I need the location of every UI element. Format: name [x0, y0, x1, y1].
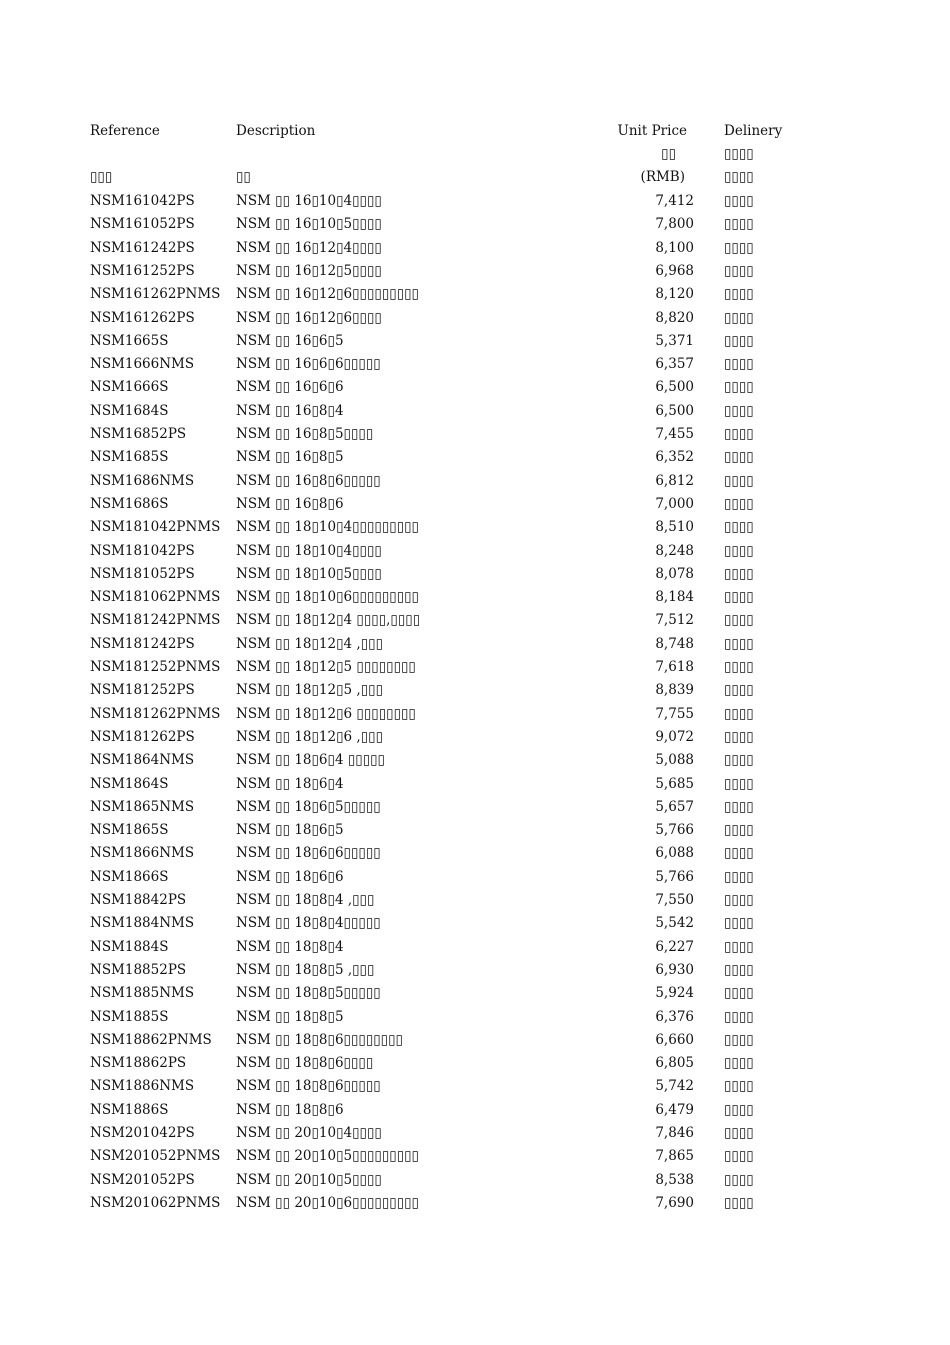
cell-reference: NSM1885S — [90, 1008, 169, 1025]
cell-unit-price: 5,685 — [655, 775, 694, 792]
table-row — [0, 330, 950, 353]
cell-description: NSM ▯▯ 18▯8▯6▯▯▯▯▯▯▯▯ — [236, 1031, 403, 1048]
cell-reference: NSM1684S — [90, 402, 169, 419]
table-row — [0, 1145, 950, 1168]
table-row — [0, 540, 950, 563]
table-row — [0, 656, 950, 679]
table-row — [0, 912, 950, 935]
cell-reference: NSM181042PS — [90, 542, 195, 559]
cell-delivery: ▯▯▯▯ — [724, 938, 754, 955]
cell-reference: NSM1686S — [90, 495, 169, 512]
table-row — [0, 283, 950, 306]
cell-description: NSM ▯▯ 18▯6▯4 — [236, 775, 344, 792]
cell-reference: NSM1666NMS — [90, 356, 195, 373]
table-row — [0, 679, 950, 702]
cell-reference: NSM16852PS — [90, 426, 187, 442]
cell-description: NSM ▯▯ 16▯8▯6▯▯▯▯▯ — [236, 472, 381, 489]
cell-reference: NSM181242PNMS — [90, 612, 221, 629]
table-row — [0, 703, 950, 726]
cell-reference: NSM181262PNMS — [90, 705, 221, 722]
cell-unit-price: 6,500 — [655, 379, 694, 396]
header-description: Description — [236, 123, 316, 139]
table-row — [0, 586, 950, 609]
header-delivery-cn-2: ▯▯▯▯ — [724, 169, 754, 185]
table-row — [0, 563, 950, 586]
cell-unit-price: 8,839 — [655, 682, 694, 699]
table-row — [0, 1192, 950, 1215]
cell-reference: NSM1864NMS — [90, 752, 195, 769]
table-row — [0, 1052, 950, 1075]
cell-unit-price: 8,538 — [655, 1171, 694, 1188]
cell-delivery: ▯▯▯▯ — [724, 309, 754, 326]
cell-description: NSM ▯▯ 18▯10▯5▯▯▯▯ — [236, 565, 382, 582]
table-row — [0, 353, 950, 376]
cell-delivery: ▯▯▯▯ — [724, 635, 754, 652]
table-row — [0, 446, 950, 469]
cell-description: NSM ▯▯ 20▯10▯5▯▯▯▯▯▯▯▯▯ — [236, 1148, 419, 1165]
cell-delivery: ▯▯▯▯ — [724, 589, 754, 606]
cell-unit-price: 8,184 — [655, 589, 694, 606]
cell-unit-price: 7,690 — [655, 1194, 694, 1211]
header-delivery: Delinery — [724, 123, 783, 139]
table-row — [0, 1169, 950, 1192]
cell-unit-price: 7,865 — [655, 1148, 694, 1165]
cell-reference: NSM161052PS — [90, 216, 195, 233]
cell-description: NSM ▯▯ 18▯6▯6 — [236, 868, 344, 885]
cell-unit-price: 5,371 — [655, 332, 694, 349]
table-row — [0, 726, 950, 749]
header-row-2 — [0, 143, 950, 166]
cell-description: NSM ▯▯ 18▯8▯6▯▯▯▯ — [236, 1055, 374, 1072]
cell-delivery: ▯▯▯▯ — [724, 379, 754, 396]
cell-reference: NSM161252PS — [90, 262, 195, 279]
cell-description: NSM ▯▯ 16▯6▯5 — [236, 332, 344, 349]
table-row — [0, 982, 950, 1005]
cell-delivery: ▯▯▯▯ — [724, 915, 754, 932]
cell-unit-price: 8,748 — [655, 635, 694, 652]
table-row — [0, 749, 950, 772]
cell-delivery: ▯▯▯▯ — [724, 845, 754, 862]
table-row — [0, 959, 950, 982]
table-row — [0, 376, 950, 399]
header-unit-price: Unit Price — [617, 123, 687, 139]
cell-delivery: ▯▯▯▯ — [724, 495, 754, 512]
cell-delivery: ▯▯▯▯ — [724, 565, 754, 582]
cell-delivery: ▯▯▯▯ — [724, 1031, 754, 1048]
cell-reference: NSM181252PS — [90, 682, 195, 699]
cell-description: NSM ▯▯ 18▯12▯5 ▯▯▯▯▯▯▯▯ — [236, 659, 416, 675]
cell-delivery: ▯▯▯▯ — [724, 868, 754, 885]
cell-description: NSM ▯▯ 18▯8▯4 ,▯▯▯ — [236, 892, 375, 908]
table-row — [0, 470, 950, 493]
cell-delivery: ▯▯▯▯ — [724, 193, 754, 209]
cell-unit-price: 5,766 — [655, 868, 694, 885]
cell-delivery: ▯▯▯▯ — [724, 402, 754, 419]
cell-unit-price: 7,618 — [655, 659, 694, 675]
cell-reference: NSM1884S — [90, 938, 169, 955]
table-row — [0, 773, 950, 796]
cell-delivery: ▯▯▯▯ — [724, 426, 754, 442]
cell-unit-price: 7,000 — [655, 495, 694, 512]
header-delivery-cn: ▯▯▯▯ — [724, 146, 754, 162]
cell-unit-price: 6,805 — [655, 1055, 694, 1072]
cell-reference: NSM1885NMS — [90, 985, 195, 1002]
cell-reference: NSM1865S — [90, 822, 169, 839]
table-row — [0, 400, 950, 423]
table-row — [0, 423, 950, 446]
cell-reference: NSM1886NMS — [90, 1078, 195, 1095]
cell-description: NSM ▯▯ 16▯8▯6 — [236, 495, 344, 512]
cell-unit-price: 5,924 — [655, 985, 694, 1002]
cell-delivery: ▯▯▯▯ — [724, 822, 754, 839]
cell-reference: NSM161262PS — [90, 309, 195, 326]
cell-description: NSM ▯▯ 16▯12▯6▯▯▯▯▯▯▯▯▯ — [236, 286, 419, 303]
cell-delivery: ▯▯▯▯ — [724, 542, 754, 559]
cell-delivery: ▯▯▯▯ — [724, 1055, 754, 1072]
cell-reference: NSM1866S — [90, 868, 169, 885]
cell-reference: NSM1686NMS — [90, 472, 195, 489]
header-row-1 — [0, 120, 950, 143]
table-row — [0, 213, 950, 236]
cell-delivery: ▯▯▯▯ — [724, 1078, 754, 1095]
cell-unit-price: 8,510 — [655, 519, 694, 536]
table-row — [0, 516, 950, 539]
table-row — [0, 1075, 950, 1098]
cell-unit-price: 5,766 — [655, 822, 694, 839]
cell-unit-price: 5,088 — [655, 752, 694, 769]
cell-description: NSM ▯▯ 20▯10▯5▯▯▯▯ — [236, 1171, 382, 1188]
cell-unit-price: 6,479 — [655, 1101, 694, 1118]
cell-description: NSM ▯▯ 18▯6▯5▯▯▯▯▯ — [236, 798, 381, 815]
cell-unit-price: 7,800 — [655, 216, 694, 233]
cell-unit-price: 8,100 — [655, 239, 694, 256]
cell-unit-price: 6,812 — [655, 472, 694, 489]
cell-reference: NSM18862PS — [90, 1055, 187, 1072]
cell-description: NSM ▯▯ 16▯12▯4▯▯▯▯ — [236, 239, 382, 256]
cell-delivery: ▯▯▯▯ — [724, 286, 754, 303]
cell-reference: NSM201052PS — [90, 1171, 195, 1188]
table-row — [0, 609, 950, 632]
cell-reference: NSM181252PNMS — [90, 659, 221, 675]
cell-delivery: ▯▯▯▯ — [724, 659, 754, 675]
cell-delivery: ▯▯▯▯ — [724, 612, 754, 629]
cell-reference: NSM181242PS — [90, 635, 195, 652]
cell-reference: NSM18852PS — [90, 961, 187, 978]
cell-description: NSM ▯▯ 20▯10▯6▯▯▯▯▯▯▯▯▯ — [236, 1194, 419, 1211]
cell-delivery: ▯▯▯▯ — [724, 1171, 754, 1188]
cell-delivery: ▯▯▯▯ — [724, 262, 754, 279]
cell-reference: NSM18862PNMS — [90, 1031, 212, 1048]
cell-description: NSM ▯▯ 18▯12▯4 ▯▯▯▯,▯▯▯▯ — [236, 612, 421, 629]
table-row — [0, 1029, 950, 1052]
cell-description: NSM ▯▯ 18▯8▯6▯▯▯▯▯ — [236, 1078, 381, 1095]
cell-unit-price: 5,542 — [655, 915, 694, 932]
cell-description: NSM ▯▯ 18▯8▯4 — [236, 938, 344, 955]
cell-delivery: ▯▯▯▯ — [724, 705, 754, 722]
table-row — [0, 307, 950, 330]
cell-delivery: ▯▯▯▯ — [724, 1101, 754, 1118]
cell-delivery: ▯▯▯▯ — [724, 728, 754, 745]
header-unit-price-cn: ▯▯ — [661, 146, 676, 162]
cell-unit-price: 5,742 — [655, 1078, 694, 1095]
cell-unit-price: 8,120 — [655, 286, 694, 303]
cell-reference: NSM161262PNMS — [90, 286, 221, 303]
cell-unit-price: 7,412 — [655, 193, 694, 209]
cell-reference: NSM1665S — [90, 332, 169, 349]
cell-delivery: ▯▯▯▯ — [724, 216, 754, 233]
cell-description: NSM ▯▯ 16▯8▯4 — [236, 402, 344, 419]
header-row-3 — [0, 166, 950, 189]
cell-delivery: ▯▯▯▯ — [724, 892, 754, 908]
cell-description: NSM ▯▯ 18▯6▯6▯▯▯▯▯ — [236, 845, 381, 862]
cell-reference: NSM181052PS — [90, 565, 195, 582]
cell-unit-price: 6,930 — [655, 961, 694, 978]
cell-description: NSM ▯▯ 18▯12▯6 ▯▯▯▯▯▯▯▯ — [236, 705, 416, 722]
table-row — [0, 796, 950, 819]
cell-unit-price: 6,357 — [655, 356, 694, 373]
cell-unit-price: 6,088 — [655, 845, 694, 862]
cell-reference: NSM201052PNMS — [90, 1148, 221, 1165]
cell-reference: NSM1866NMS — [90, 845, 195, 862]
cell-delivery: ▯▯▯▯ — [724, 332, 754, 349]
cell-unit-price: 6,376 — [655, 1008, 694, 1025]
cell-reference: NSM201062PNMS — [90, 1194, 221, 1211]
table-row — [0, 237, 950, 260]
table-row — [0, 260, 950, 283]
cell-unit-price: 7,846 — [655, 1125, 694, 1141]
cell-unit-price: 6,352 — [655, 449, 694, 466]
cell-delivery: ▯▯▯▯ — [724, 1008, 754, 1025]
cell-reference: NSM161042PS — [90, 193, 195, 209]
table-row — [0, 819, 950, 842]
cell-description: NSM ▯▯ 18▯8▯5▯▯▯▯▯ — [236, 985, 381, 1002]
cell-unit-price: 6,968 — [655, 262, 694, 279]
cell-description: NSM ▯▯ 18▯8▯5 ,▯▯▯ — [236, 961, 375, 978]
cell-reference: NSM181042PNMS — [90, 519, 221, 536]
cell-description: NSM ▯▯ 18▯12▯6 ,▯▯▯ — [236, 728, 383, 745]
cell-unit-price: 6,500 — [655, 402, 694, 419]
cell-delivery: ▯▯▯▯ — [724, 752, 754, 769]
cell-description: NSM ▯▯ 18▯8▯5 — [236, 1008, 344, 1025]
cell-unit-price: 5,657 — [655, 798, 694, 815]
cell-description: NSM ▯▯ 18▯12▯5 ,▯▯▯ — [236, 682, 383, 699]
cell-delivery: ▯▯▯▯ — [724, 472, 754, 489]
table-row — [0, 1099, 950, 1122]
cell-unit-price: 6,227 — [655, 938, 694, 955]
cell-delivery: ▯▯▯▯ — [724, 961, 754, 978]
header-reference-cn: ▯▯▯ — [90, 169, 113, 185]
cell-description: NSM ▯▯ 18▯6▯4 ▯▯▯▯▯ — [236, 752, 385, 769]
cell-description: NSM ▯▯ 16▯12▯5▯▯▯▯ — [236, 262, 382, 279]
cell-delivery: ▯▯▯▯ — [724, 449, 754, 466]
header-reference: Reference — [90, 123, 160, 139]
cell-description: NSM ▯▯ 16▯10▯4▯▯▯▯ — [236, 193, 382, 209]
cell-description: NSM ▯▯ 18▯10▯4▯▯▯▯ — [236, 542, 382, 559]
cell-reference: NSM201042PS — [90, 1125, 195, 1141]
cell-unit-price: 8,078 — [655, 565, 694, 582]
cell-description: NSM ▯▯ 18▯8▯4▯▯▯▯▯ — [236, 915, 381, 932]
cell-description: NSM ▯▯ 16▯6▯6▯▯▯▯▯ — [236, 356, 381, 373]
cell-description: NSM ▯▯ 20▯10▯4▯▯▯▯ — [236, 1125, 382, 1141]
table-row — [0, 1006, 950, 1029]
cell-description: NSM ▯▯ 16▯6▯6 — [236, 379, 344, 396]
cell-unit-price: 7,512 — [655, 612, 694, 629]
cell-description: NSM ▯▯ 16▯10▯5▯▯▯▯ — [236, 216, 382, 233]
table-row — [0, 889, 950, 912]
cell-delivery: ▯▯▯▯ — [724, 682, 754, 699]
table-row — [0, 936, 950, 959]
cell-description: NSM ▯▯ 18▯6▯5 — [236, 822, 344, 839]
cell-delivery: ▯▯▯▯ — [724, 1125, 754, 1141]
cell-unit-price: 7,755 — [655, 705, 694, 722]
cell-unit-price: 8,248 — [655, 542, 694, 559]
cell-reference: NSM1865NMS — [90, 798, 195, 815]
table-row — [0, 493, 950, 516]
table-row — [0, 190, 950, 213]
cell-delivery: ▯▯▯▯ — [724, 239, 754, 256]
cell-delivery: ▯▯▯▯ — [724, 1148, 754, 1165]
cell-unit-price: 7,455 — [655, 426, 694, 442]
cell-reference: NSM1685S — [90, 449, 169, 466]
cell-delivery: ▯▯▯▯ — [724, 798, 754, 815]
header-description-cn: ▯▯ — [236, 169, 251, 185]
cell-unit-price: 6,660 — [655, 1031, 694, 1048]
cell-description: NSM ▯▯ 18▯10▯6▯▯▯▯▯▯▯▯▯ — [236, 589, 419, 606]
cell-unit-price: 8,820 — [655, 309, 694, 326]
cell-description: NSM ▯▯ 18▯12▯4 ,▯▯▯ — [236, 635, 383, 652]
cell-delivery: ▯▯▯▯ — [724, 985, 754, 1002]
cell-reference: NSM1886S — [90, 1101, 169, 1118]
cell-reference: NSM161242PS — [90, 239, 195, 256]
cell-unit-price: 7,550 — [655, 892, 694, 908]
cell-unit-price: 9,072 — [655, 728, 694, 745]
cell-description: NSM ▯▯ 16▯12▯6▯▯▯▯ — [236, 309, 382, 326]
cell-description: NSM ▯▯ 16▯8▯5 — [236, 449, 344, 466]
cell-delivery: ▯▯▯▯ — [724, 356, 754, 373]
cell-reference: NSM1666S — [90, 379, 169, 396]
cell-reference: NSM181062PNMS — [90, 589, 221, 606]
cell-reference: NSM1864S — [90, 775, 169, 792]
cell-delivery: ▯▯▯▯ — [724, 775, 754, 792]
cell-delivery: ▯▯▯▯ — [724, 519, 754, 536]
cell-delivery: ▯▯▯▯ — [724, 1194, 754, 1211]
cell-description: NSM ▯▯ 18▯8▯6 — [236, 1101, 344, 1118]
table-row — [0, 866, 950, 889]
cell-description: NSM ▯▯ 16▯8▯5▯▯▯▯ — [236, 426, 374, 442]
cell-reference: NSM181262PS — [90, 728, 195, 745]
table-row — [0, 1122, 950, 1145]
header-currency: (RMB) — [640, 169, 685, 185]
table-row — [0, 842, 950, 865]
table-row — [0, 633, 950, 656]
cell-reference: NSM1884NMS — [90, 915, 195, 932]
cell-reference: NSM18842PS — [90, 892, 187, 908]
cell-description: NSM ▯▯ 18▯10▯4▯▯▯▯▯▯▯▯▯ — [236, 519, 419, 536]
